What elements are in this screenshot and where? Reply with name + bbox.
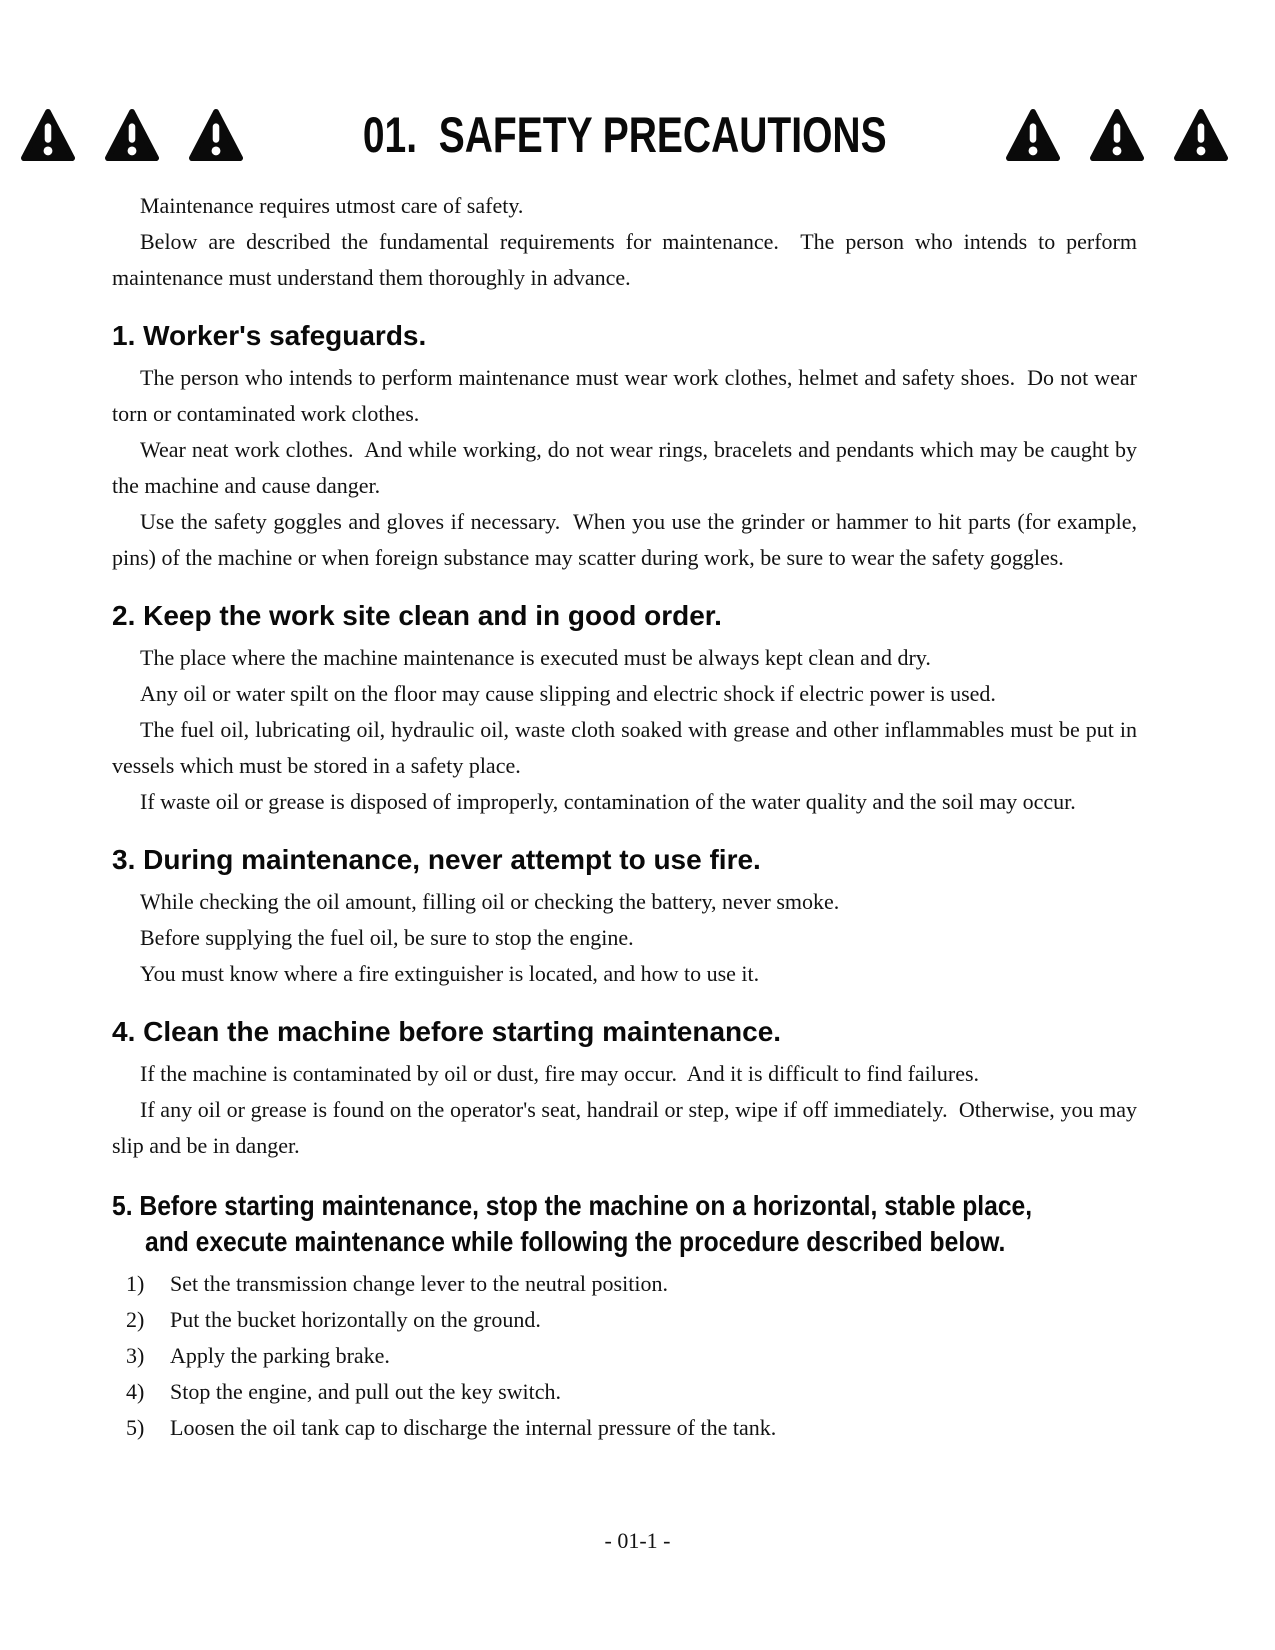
procedure-list [112, 1266, 1137, 1446]
section-heading: 2. Keep the work site clean and in good order. [112, 600, 722, 631]
warning-triangle-icon [1006, 107, 1060, 163]
section-keep-work-site-clean [112, 600, 1143, 820]
paragraph: Wear neat work clothes. And while working, do not wear rings, bracelets and pendants which may be caught by the machine and cause danger. [112, 437, 1143, 498]
section-workers-safeguards [112, 320, 1143, 576]
section-heading [112, 1188, 1137, 1260]
paragraph: If any oil or grease is found on the operator's seat, handrail or step, wipe if off immediately. Otherwise, you may slip and be in danger. [112, 1097, 1143, 1158]
list-item-number: 3) [126, 1343, 145, 1368]
paragraph: The fuel oil, lubricating oil, hydraulic oil, waste cloth soaked with grease and other inflammables must be put in vessels which must be stored in a safety place. [112, 717, 1143, 778]
title-row [112, 104, 1137, 166]
warning-triangle-group-right [1006, 107, 1228, 163]
warning-triangle-icon [21, 107, 75, 163]
paragraph: The person who intends to perform maintenance must wear work clothes, helmet and safety shoes. Do not wear torn or contaminated work clothes. [112, 365, 1143, 426]
section-heading-line-1: 5. Before starting maintenance, stop the machine on a horizontal, stable place, [112, 1190, 1033, 1221]
list-item-number: 1) [126, 1271, 145, 1296]
list-item [112, 1410, 1137, 1446]
paragraph: You must know where a fire extinguisher is located, and how to use it. [140, 961, 760, 986]
list-item-text: Set the transmission change lever to the neutral position. [170, 1271, 668, 1296]
paragraph: Before supplying the fuel oil, be sure to stop the engine. [140, 925, 634, 950]
list-item-text: Stop the engine, and pull out the key switch. [170, 1379, 562, 1404]
section-heading: 1. Worker's safeguards. [112, 320, 427, 351]
warning-triangle-icon [189, 107, 243, 163]
paragraph: If the machine is contaminated by oil or dust, fire may occur. And it is difficult to find failures. [140, 1061, 980, 1086]
paragraph: While checking the oil amount, filling oil or checking the battery, never smoke. [140, 889, 840, 914]
section-heading: 4. Clean the machine before starting maintenance. [112, 1016, 782, 1047]
section-never-use-fire [112, 844, 1137, 992]
list-item [112, 1302, 1137, 1338]
warning-triangle-group-left [21, 107, 243, 163]
paragraph: Use the safety goggles and gloves if necessary. When you use the grinder or hammer to hit parts (for example, pins) of the machine or when foreign substance may scatter during work, be sure to wear the safety goggles. [112, 509, 1143, 570]
paragraph: If waste oil or grease is disposed of improperly, contamination of the water quality and the soil may occur. [140, 789, 1076, 814]
list-item [112, 1266, 1137, 1302]
warning-triangle-icon [1174, 107, 1228, 163]
paragraph: The place where the machine maintenance is executed must be always kept clean and dry. [140, 645, 931, 670]
list-item [112, 1338, 1137, 1374]
paragraph: Any oil or water spilt on the floor may cause slipping and electric shock if electric power is used. [140, 681, 996, 706]
page-title: 01. SAFETY PRECAUTIONS [362, 107, 887, 163]
list-item-text: Put the bucket horizontally on the ground. [170, 1307, 541, 1332]
section-clean-machine [112, 1016, 1143, 1164]
list-item-text: Apply the parking brake. [170, 1343, 390, 1368]
intro-paragraph: Below are described the fundamental requirements for maintenance. The person who intends to perform maintenance must understand them thoroughly in advance. [112, 229, 1143, 290]
list-item-number: 4) [126, 1379, 145, 1404]
list-item-number: 2) [126, 1307, 145, 1332]
intro-block [112, 188, 1143, 296]
intro-paragraph: Maintenance requires utmost care of safety. [140, 193, 524, 218]
warning-triangle-icon [1090, 107, 1144, 163]
page-number: - 01-1 - [604, 1528, 671, 1553]
section-heading: 3. During maintenance, never attempt to use fire. [112, 844, 761, 875]
list-item-text: Loosen the oil tank cap to discharge the internal pressure of the tank. [170, 1415, 777, 1440]
list-item [112, 1374, 1137, 1410]
section-stop-machine-procedure [112, 1188, 1137, 1446]
warning-triangle-icon [105, 107, 159, 163]
list-item-number: 5) [126, 1415, 145, 1440]
section-heading-line-2: and execute maintenance while following the procedure described below. [145, 1226, 1006, 1257]
